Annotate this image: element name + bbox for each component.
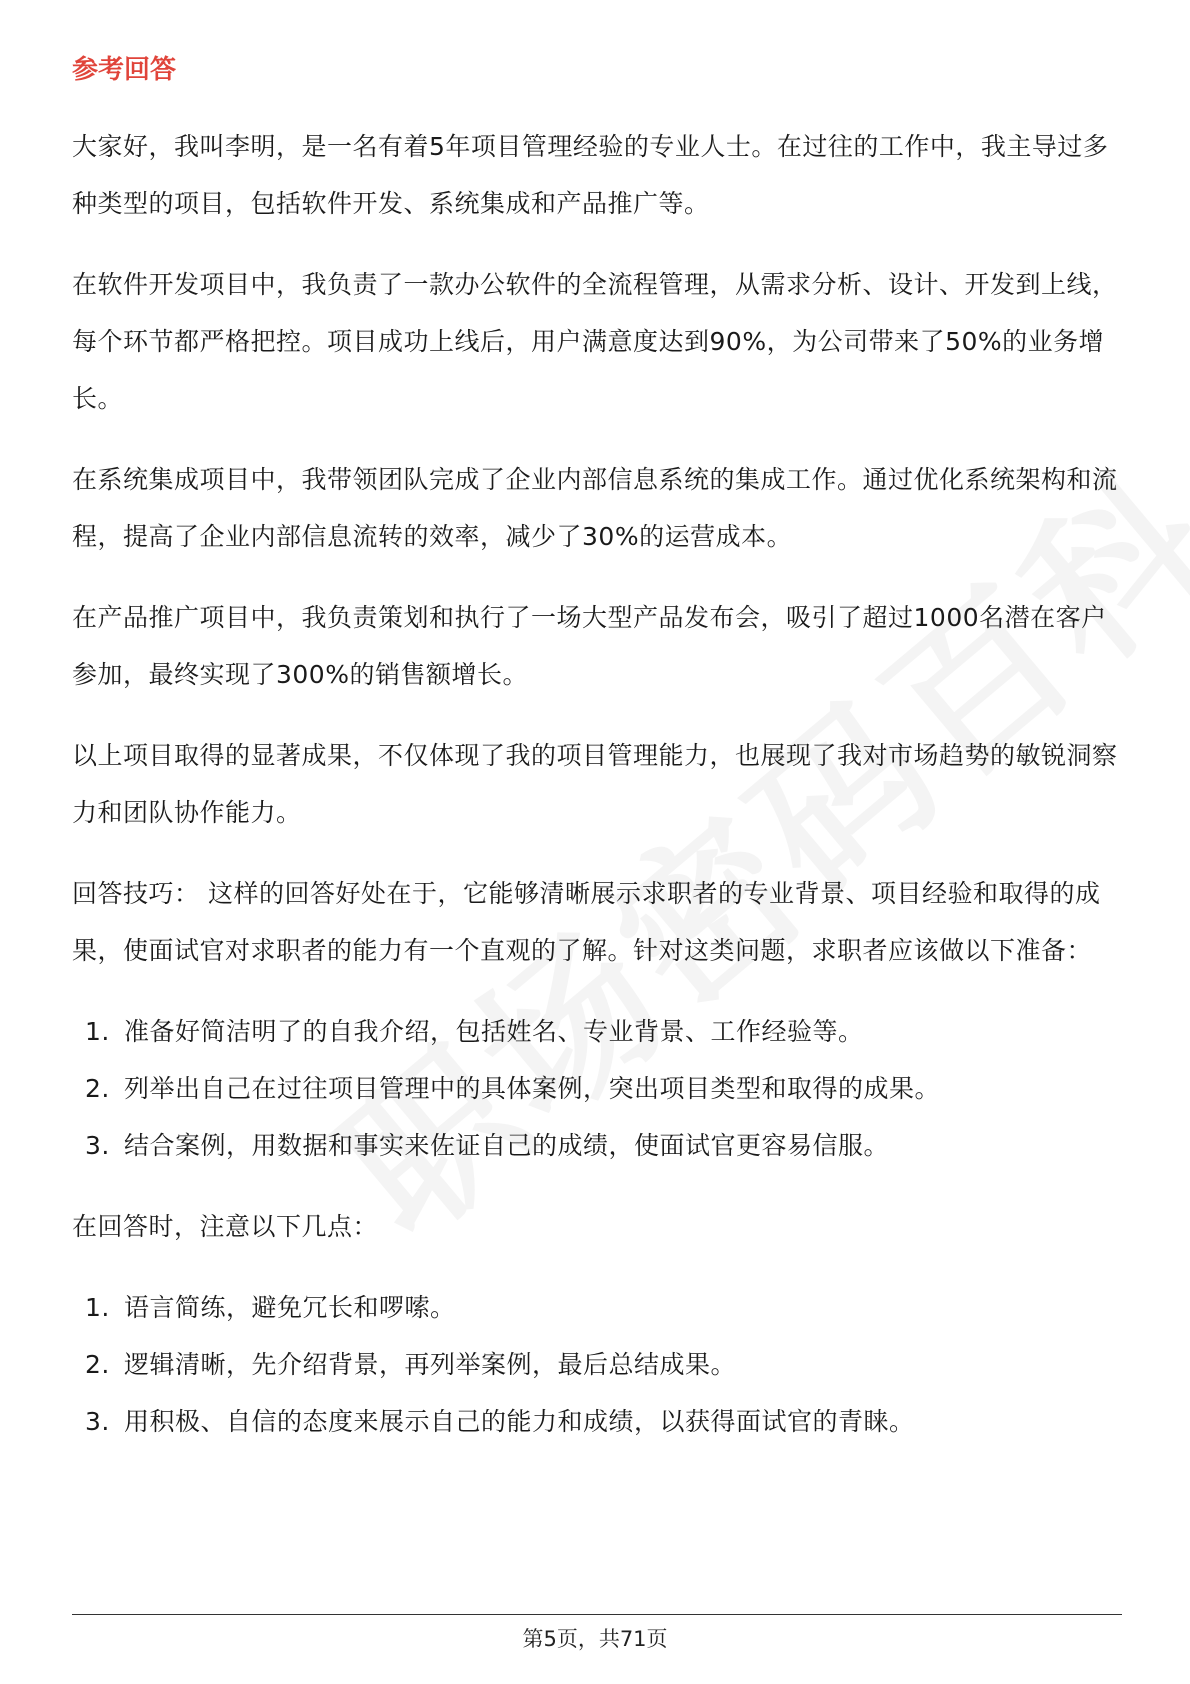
list-item-number: 3.: [85, 1407, 110, 1436]
page-number: 第5页，共71页: [522, 1627, 668, 1651]
list-item: [72, 1279, 1122, 1336]
list-item: [72, 1060, 1122, 1117]
list-item-number: 3.: [85, 1131, 110, 1160]
list-item-number: 2.: [85, 1350, 110, 1379]
paragraph-summary: 以上项目取得的显著成果，不仅体现了我的项目管理能力，也展现了我对市场趋势的敏锐洞察力和团队协作能力。: [72, 741, 1118, 827]
list-item-number: 1.: [85, 1017, 110, 1046]
paragraph-software-project: 在软件开发项目中，我负责了一款办公软件的全流程管理，从需求分析、设计、开发到上线，每个环节都严格把控。项目成功上线后，用户满意度达到90%，为公司带来了50%的业务增长。: [72, 270, 1118, 413]
list-item: [72, 1393, 1122, 1450]
footer-divider: [72, 1614, 1122, 1615]
list-item-text: 结合案例，用数据和事实来佐证自己的成绩，使面试官更容易信服。: [124, 1131, 890, 1160]
paragraph-intro: 大家好，我叫李明，是一名有着5年项目管理经验的专业人士。在过往的工作中，我主导过多种类型的项目，包括软件开发、系统集成和产品推广等。: [72, 132, 1109, 218]
notes-list: [72, 1279, 1122, 1450]
list-item-text: 用积极、自信的态度来展示自己的能力和成绩，以获得面试官的青睐。: [124, 1407, 915, 1436]
list-item-text: 准备好简洁明了的自我介绍，包括姓名、专业背景、工作经验等。: [124, 1017, 864, 1046]
list-item-text: 列举出自己在过往项目管理中的具体案例，突出项目类型和取得的成果。: [124, 1074, 941, 1103]
list-item-number: 2.: [85, 1074, 110, 1103]
list-item-text: 语言简练，避免冗长和啰嗦。: [124, 1293, 456, 1322]
list-item-text: 逻辑清晰，先介绍背景，再列举案例，最后总结成果。: [124, 1350, 737, 1379]
list-item: [72, 1336, 1122, 1393]
list-item: [72, 1117, 1122, 1174]
list-item-number: 1.: [85, 1293, 110, 1322]
prep-list: [72, 1003, 1122, 1174]
paragraph-promotion-project: 在产品推广项目中，我负责策划和执行了一场大型产品发布会，吸引了超过1000名潜在客户参加，最终实现了300%的销售额增长。: [72, 603, 1107, 689]
section-title: 参考回答: [72, 55, 177, 85]
paragraph-integration-project: 在系统集成项目中，我带领团队完成了企业内部信息系统的集成工作。通过优化系统架构和流程，提高了企业内部信息流转的效率，减少了30%的运营成本。: [72, 465, 1118, 551]
list-item: [72, 1003, 1122, 1060]
paragraph-notes-intro: 在回答时，注意以下几点：: [72, 1212, 379, 1241]
paragraph-answer-tips: 回答技巧： 这样的回答好处在于，它能够清晰展示求职者的专业背景、项目经验和取得的成果，使面试官对求职者的能力有一个直观的了解。针对这类问题，求职者应该做以下准备：: [72, 879, 1101, 965]
document-page: [72, 52, 1122, 1474]
